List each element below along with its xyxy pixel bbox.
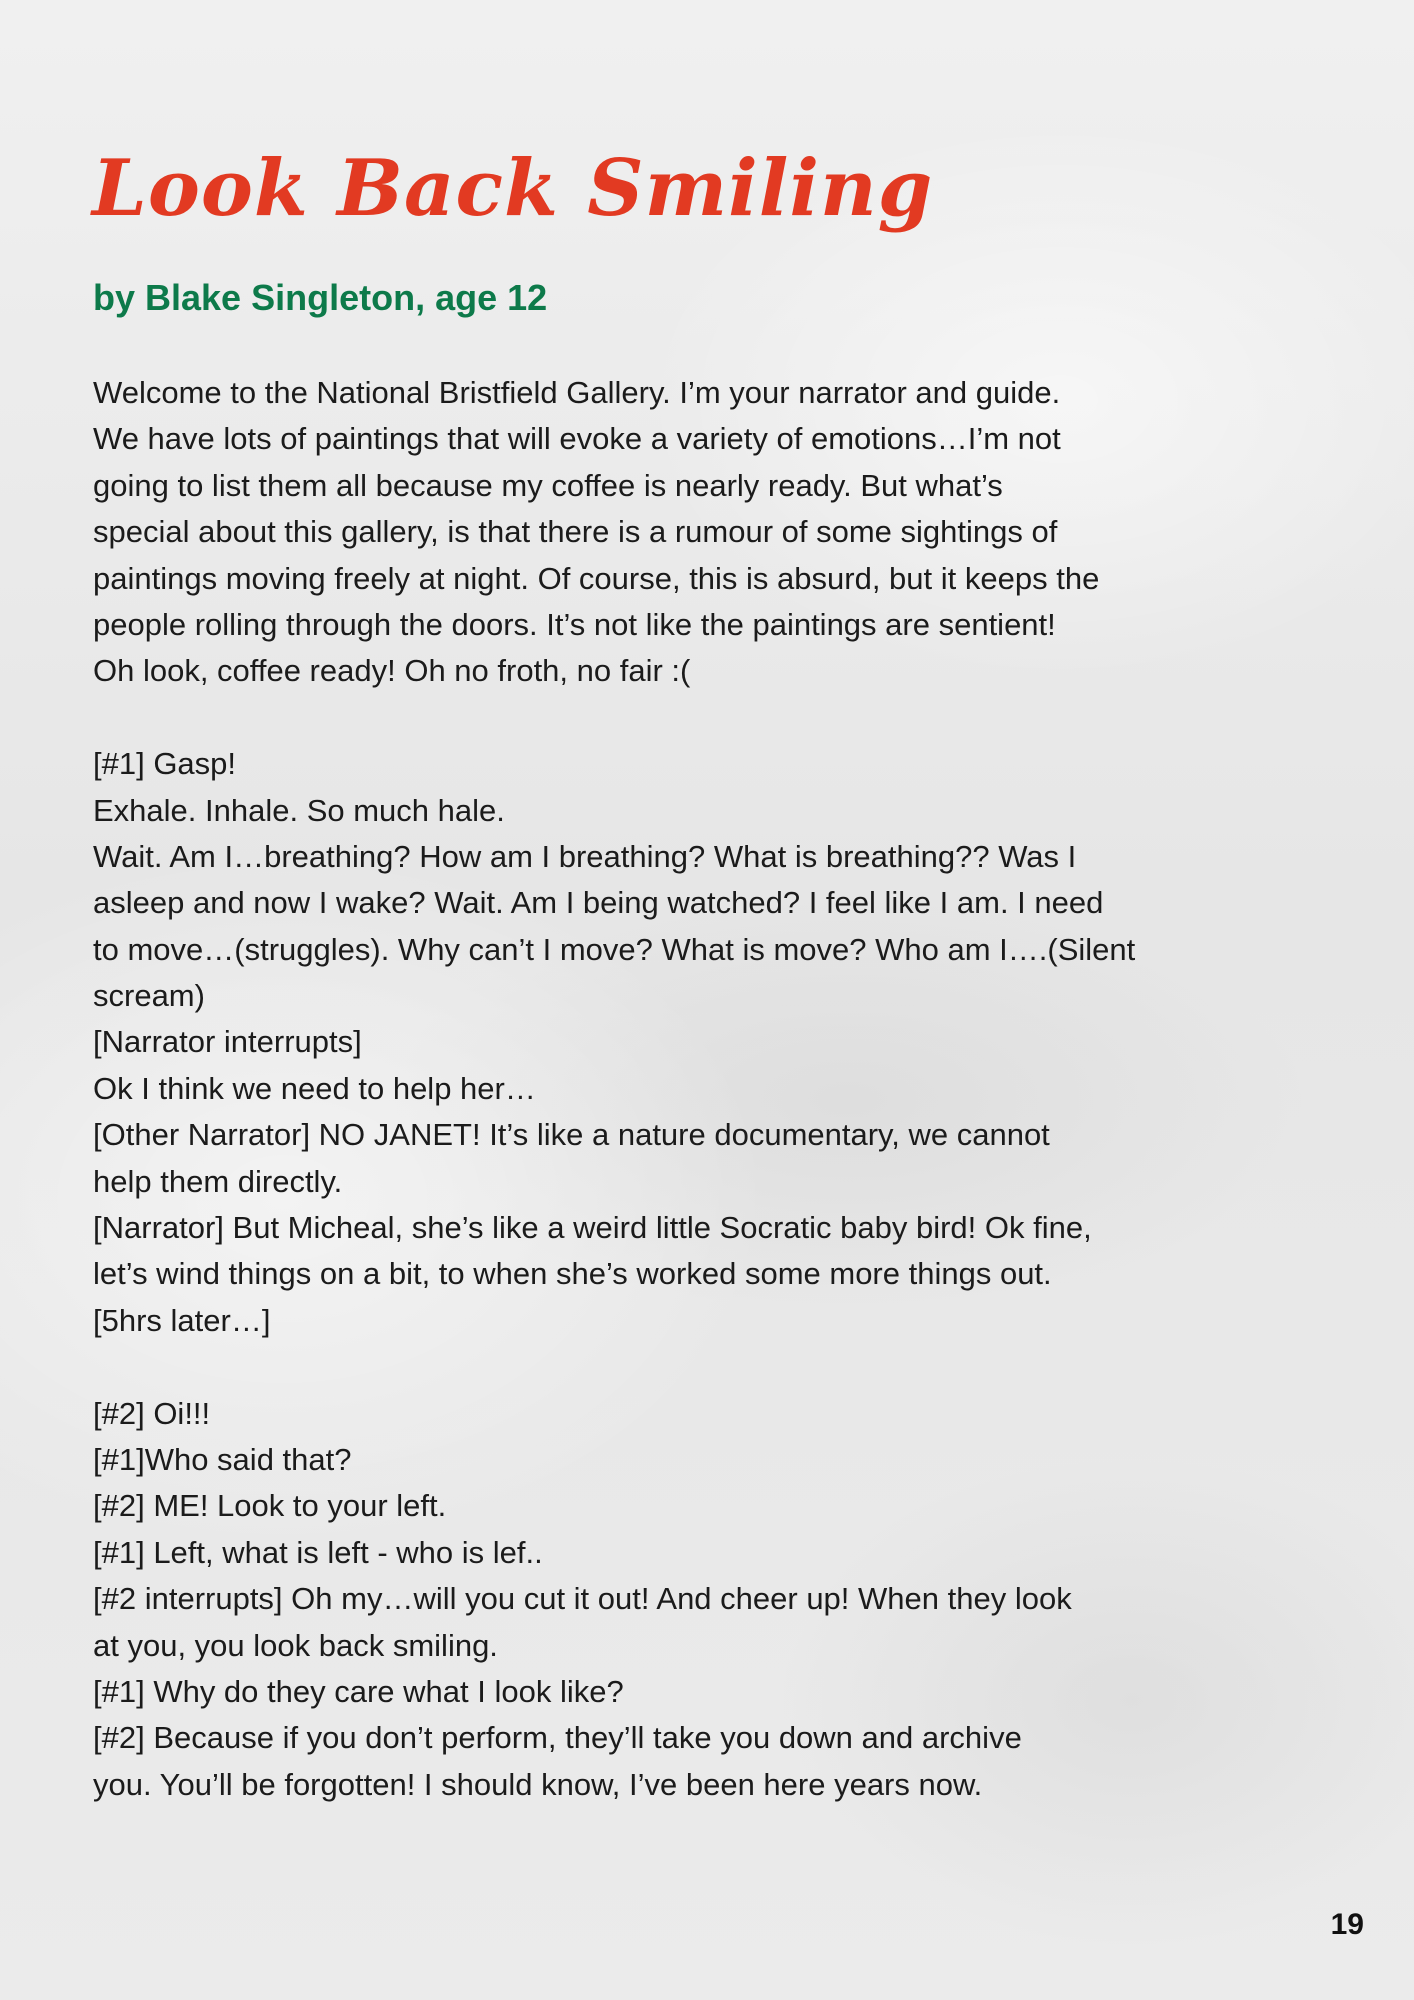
body-line: [#1] Gasp! <box>93 746 237 782</box>
body-line: [#1]Who said that? <box>93 1441 352 1477</box>
body-line: scream) <box>93 978 205 1014</box>
story-title: Look Back Smiling <box>92 143 934 234</box>
body-line: [#2 interrupts] Oh my…will you cut it out! And cheer up! When they look <box>93 1581 1072 1617</box>
body-line: [#1] Left, what is left - who is lef.. <box>93 1534 543 1570</box>
body-line: [#2] Oi!!! <box>93 1395 211 1431</box>
body-line: Ok I think we need to help her… <box>93 1070 536 1106</box>
body-line: at you, you look back smiling. <box>93 1627 498 1663</box>
body-line: [#2] Because if you don’t perform, they’ll take you down and archive <box>93 1720 1022 1756</box>
story-body <box>93 370 1343 1808</box>
body-line: help them directly. <box>93 1163 343 1199</box>
body-line: [#1] Why do they care what I look like? <box>93 1673 624 1709</box>
body-line: Exhale. Inhale. So much hale. <box>93 792 505 828</box>
author-byline: by Blake Singleton, age 12 <box>93 277 548 318</box>
body-line: Welcome to the National Bristfield Gallery. I’m your narrator and guide. <box>93 375 1061 410</box>
body-line: to move…(struggles). Why can’t I move? What is move? Who am I….(Silent <box>93 931 1136 967</box>
body-line: let’s wind things on a bit, to when she’s worked some more things out. <box>93 1256 1052 1292</box>
body-line: going to list them all because my coffee is nearly ready. But what’s <box>93 467 1003 503</box>
page-number: 19 <box>1330 1908 1364 1941</box>
body-line: paintings moving freely at night. Of course, this is absurd, but it keeps the <box>93 560 1100 596</box>
body-line: people rolling through the doors. It’s not like the paintings are sentient! <box>93 606 1056 642</box>
body-line: We have lots of paintings that will evoke a variety of emotions…I’m not <box>93 421 1061 457</box>
body-line: [#2] ME! Look to your left. <box>93 1488 447 1524</box>
body-line: asleep and now I wake? Wait. Am I being watched? I feel like I am. I need <box>93 885 1104 921</box>
body-line: [5hrs later…] <box>93 1302 271 1338</box>
body-line: [Narrator interrupts] <box>93 1024 362 1060</box>
blank-line <box>93 695 1343 741</box>
body-line: [Narrator] But Micheal, she’s like a weird little Socratic baby bird! Ok fine, <box>93 1210 1092 1246</box>
body-line: Oh look, coffee ready! Oh no froth, no fair :( <box>93 653 691 689</box>
body-line: [Other Narrator] NO JANET! It’s like a nature documentary, we cannot <box>93 1117 1050 1153</box>
body-line: special about this gallery, is that there is a rumour of some sightings of <box>93 514 1058 550</box>
blank-line <box>93 1344 1343 1390</box>
body-line: you. You’ll be forgotten! I should know, I’ve been here years now. <box>93 1766 983 1802</box>
body-line: Wait. Am I…breathing? How am I breathing? What is breathing?? Was I <box>93 838 1077 874</box>
